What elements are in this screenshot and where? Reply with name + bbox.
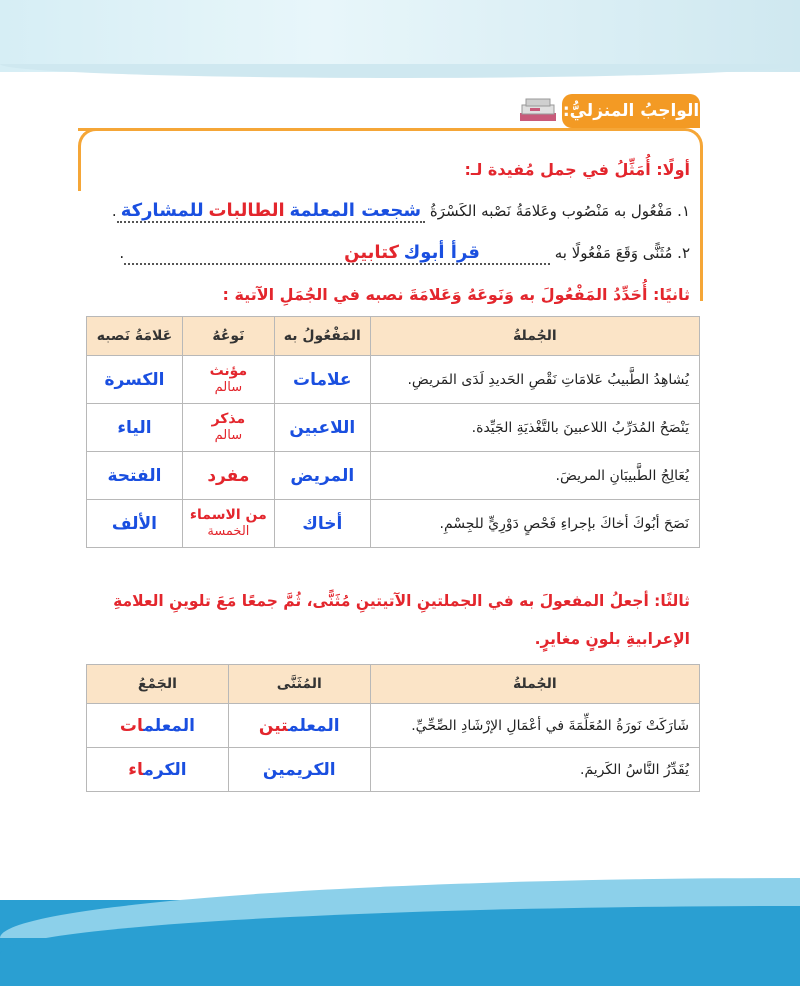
row-object: المريض <box>274 452 370 500</box>
row-object: اللاعبين <box>274 404 370 452</box>
row-type: مذكر سالم <box>182 404 274 452</box>
header-sentence: الجُملةُ <box>370 665 699 704</box>
item1-label: ١. مَفْعُول به مَنْصُوب وعَلامَةُ نَصْبه الكَسْرَةُ <box>429 202 690 220</box>
row-dual: الكريمين <box>228 748 370 792</box>
section2-heading: ثانيًا: أُحَدِّدُ المَفْعُولَ به وَنَوعَهُ وَعَلامَةَ نصبه في الجُمَلِ الآتية : <box>222 285 690 304</box>
row-type: مؤنث سالم <box>182 356 274 404</box>
section1-item-2 <box>119 242 690 265</box>
row-plural: المعلمات <box>87 704 229 748</box>
table-header-row <box>87 665 700 704</box>
item2-label: ٢. مُثَنًّى وَقَعَ مَفْعُولًا به <box>554 244 690 262</box>
row-sign: الفتحة <box>87 452 183 500</box>
orange-frame-corner <box>78 128 121 191</box>
section1-item-1 <box>112 200 690 223</box>
item1-answer-part2: الطالبات <box>208 200 285 221</box>
row-type: مفرد <box>182 452 274 500</box>
item1-answer-line <box>117 200 425 223</box>
item2-answer-part1: قرأ أبوك <box>403 242 480 263</box>
row-sign: الياء <box>87 404 183 452</box>
row-sign: الكسرة <box>87 356 183 404</box>
table-row <box>87 356 700 404</box>
row-sentence: يُشاهِدُ الطَّبيبُ عَلامَاتِ نَقْصِ الحَديدِ لَدَى المَريضِ. <box>370 356 699 404</box>
row-object: علامات <box>274 356 370 404</box>
dual-plural-table <box>86 664 700 792</box>
row-type: من الاسماء الخمسة <box>182 500 274 548</box>
section3-heading-line1: ثالثًا: أجعلُ المفعولَ به في الجملتينِ الآتيتينِ مُثَنًّى، ثُمَّ جمعًا مَعَ تلوينِ العلامةِ <box>113 592 690 610</box>
item1-answer-part3: للمشاركة <box>120 200 204 221</box>
section1-heading: أولًا: أُمَثِّلُ في جمل مُفيدة لـ: <box>464 160 690 179</box>
homework-header-tab <box>562 94 700 128</box>
item1-answer-part1: شجعت المعلمة <box>289 200 422 221</box>
row-plural: الكرماء <box>87 748 229 792</box>
row-sentence: يُعَالِجُ الطَّبيبَانِ المريضَ. <box>370 452 699 500</box>
table-row <box>87 404 700 452</box>
book-icon <box>518 95 560 125</box>
row-sentence: نَصَحَ أبُوكَ أخاكَ بإجراءِ فَحْصٍ دَوْرِيٍّ للجِسْمِ. <box>370 500 699 548</box>
item2-answer-part2: كتابين <box>344 242 400 263</box>
header-plural: الجَمْعُ <box>87 665 229 704</box>
header-dual: المُثَنَّى <box>228 665 370 704</box>
header-sign: عَلامَةُ نَصبه <box>87 317 183 356</box>
row-sentence: يُقَدِّرُ النَّاسُ الكَريمَ. <box>370 748 699 792</box>
row-sentence: يَنْصَحُ المُدَرِّبُ اللاعبينَ بالتَّغْذيَةِ الجَيِّدة. <box>370 404 699 452</box>
item1-end: . <box>111 202 117 220</box>
bottom-decorative-band <box>0 900 800 986</box>
table-row <box>87 704 700 748</box>
item2-answer-line <box>124 242 550 265</box>
object-analysis-table <box>86 316 700 548</box>
top-decorative-band <box>0 0 800 72</box>
section3-heading-line2: الإعرابيةِ بلونٍ مغايرٍ. <box>534 630 690 648</box>
row-dual: المعلمتين <box>228 704 370 748</box>
table-row <box>87 748 700 792</box>
table-row <box>87 500 700 548</box>
row-sign: الألف <box>87 500 183 548</box>
table-row <box>87 452 700 500</box>
table-header-row <box>87 317 700 356</box>
header-type: نَوعُهُ <box>182 317 274 356</box>
header-object: المَفْعُولُ به <box>274 317 370 356</box>
item2-end: . <box>119 244 125 262</box>
row-object: أخاك <box>274 500 370 548</box>
homework-title: الواجبُ المنزليُّ: <box>562 101 700 121</box>
row-sentence: شَارَكَتْ نَورَةُ المُعَلِّمَةَ في أعْمَالِ الإرْشَادِ الصِّحِّيِّ. <box>370 704 699 748</box>
header-sentence: الجُملةُ <box>370 317 699 356</box>
